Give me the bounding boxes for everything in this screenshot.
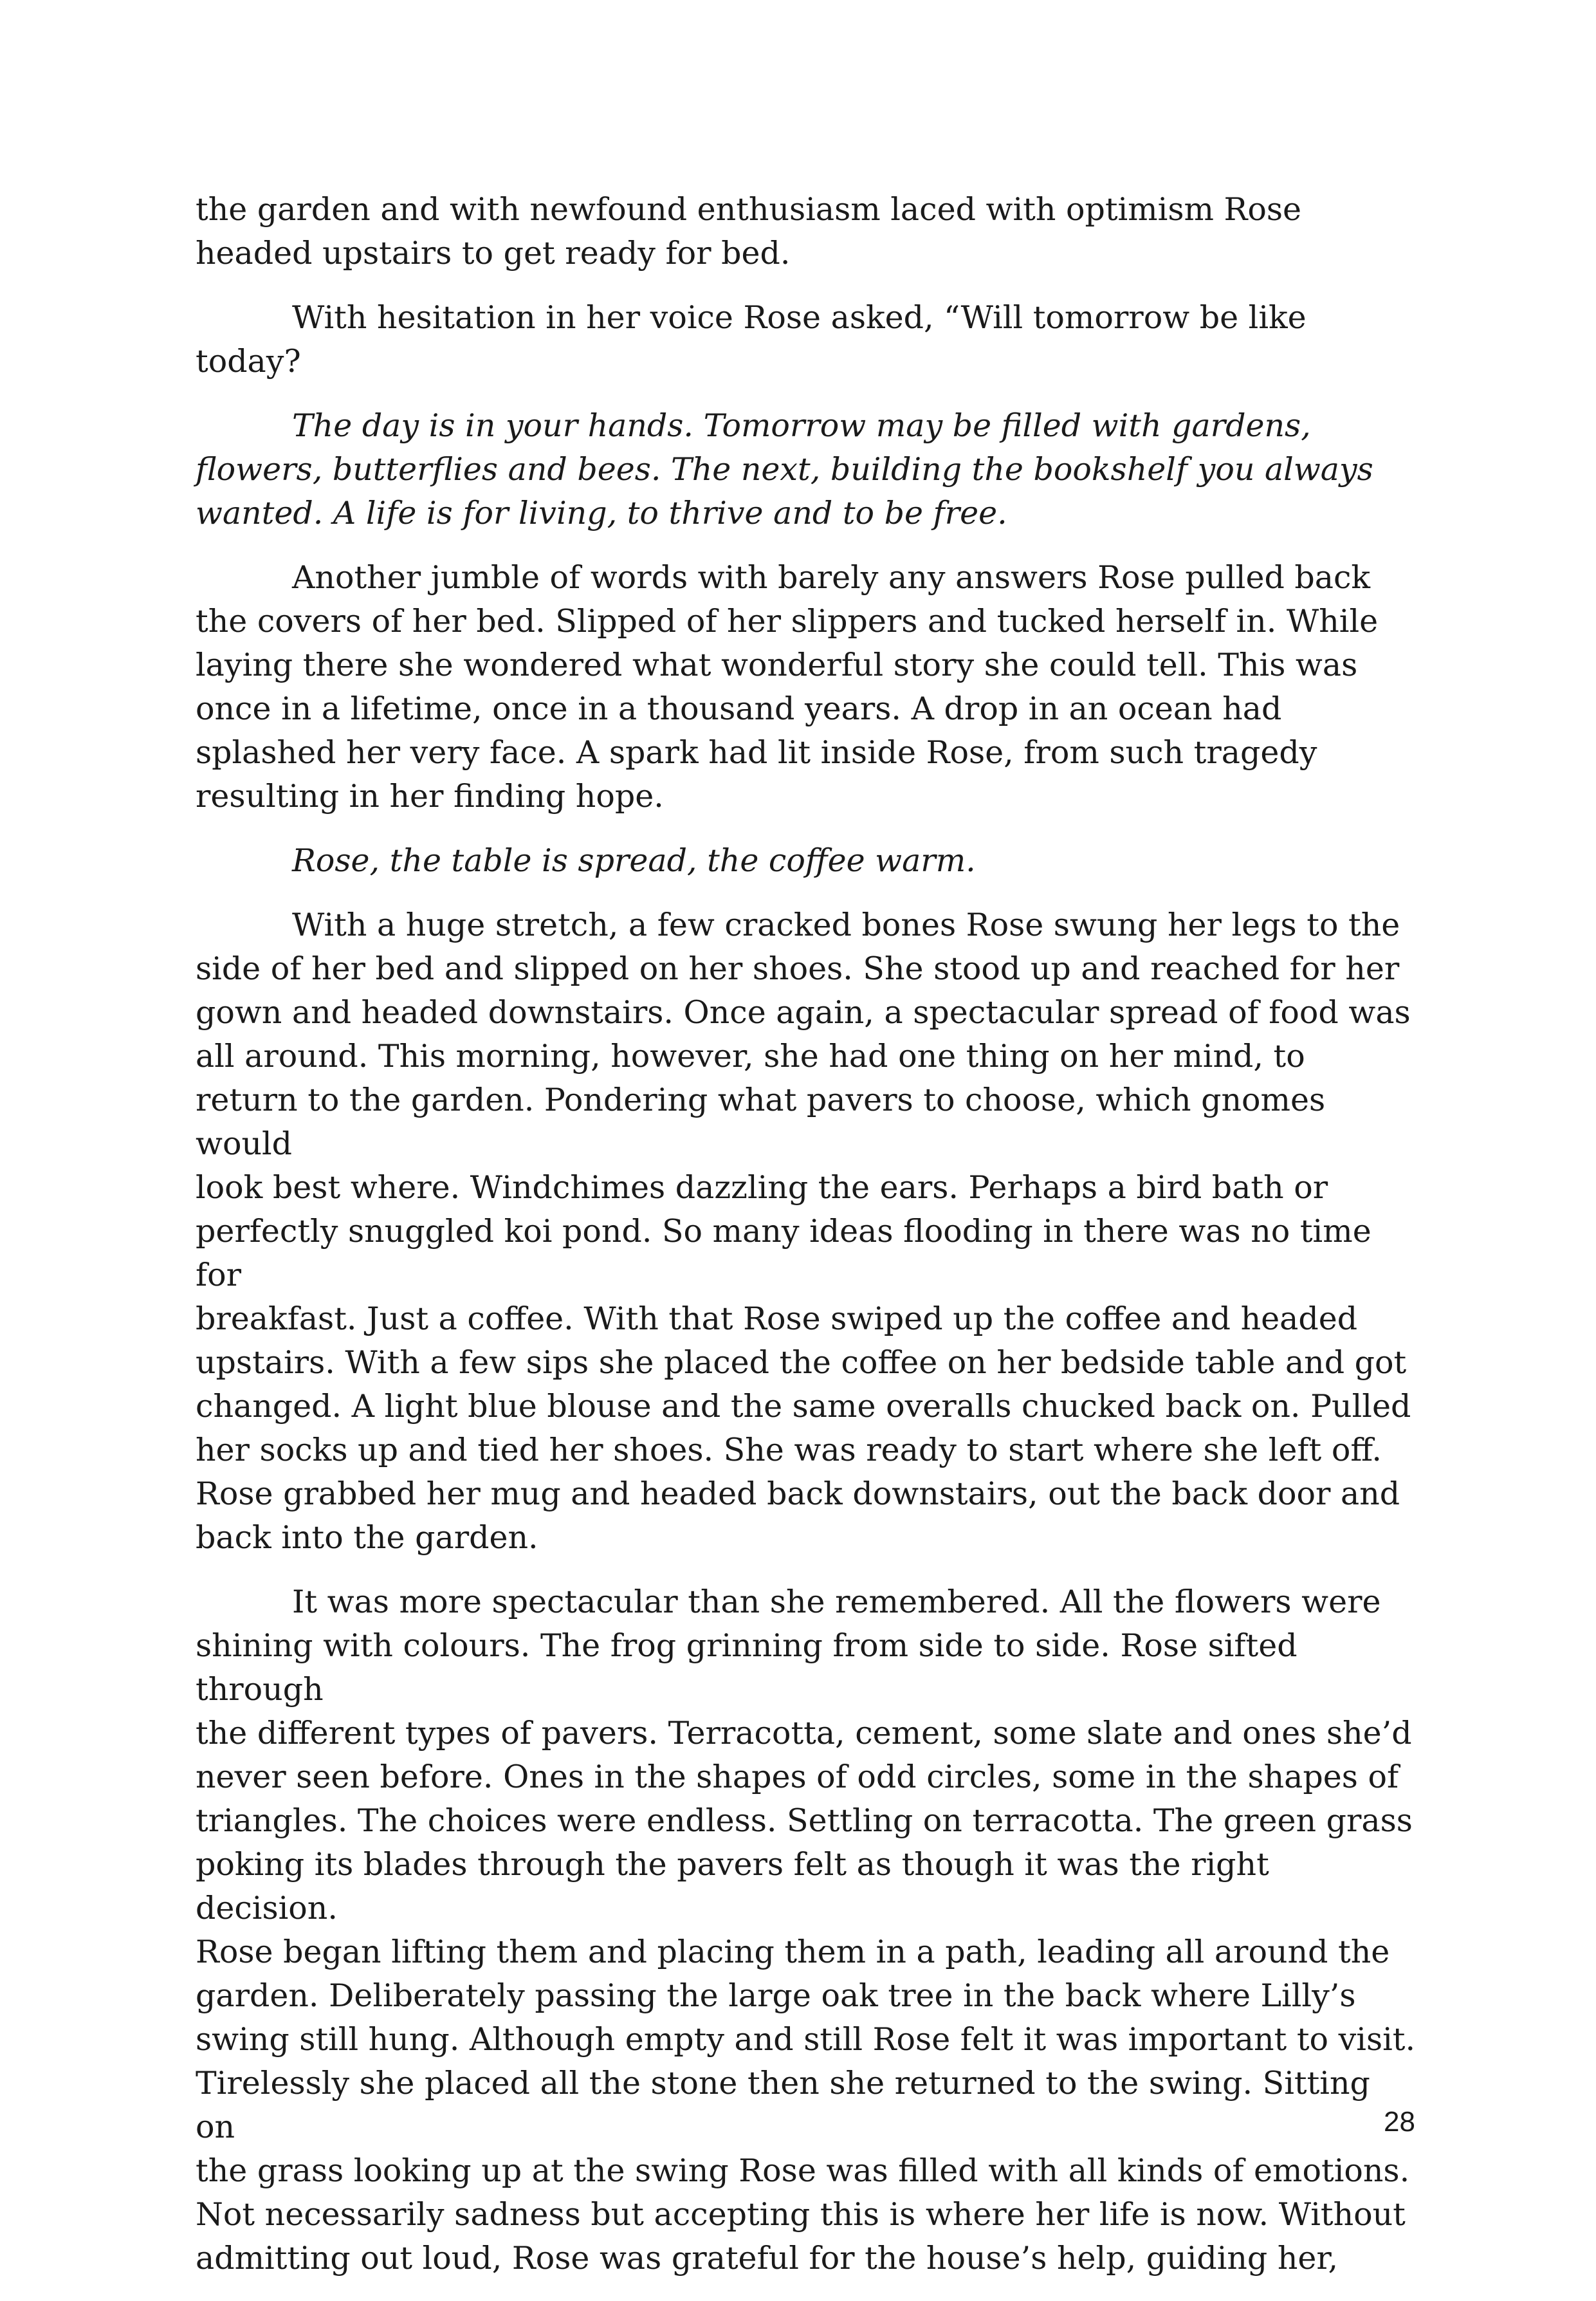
- paragraph-4: Another jumble of words with barely any answers Rose pulled back the covers of her bed. Slipped of her slippers and tucked herself in. While laying there she wondered what wonderful story she could tell. This was once in a lifetime, once in a thousand years. A drop in an ocean had splashed her very face. A spark had lit inside Rose, from such tragedy resulting in her finding hope.: [196, 559, 1379, 815]
- paragraph-6: With a huge stretch, a few cracked bones Rose swung her legs to the side of her bed and slipped on her shoes. She stood up and reached for her gown and headed downstairs. Once again, a spectacular spread of food was all around. This morning, however, she had one thing on her mind, to return to the garden. Pondering what pavers to choose, which gnomes would look best where. Windchimes dazzling the ears. Perhaps a bird bath or perfectly snuggled koi pond. So many ideas flooding in there was no time for breakfast. Just a coffee. With that Rose swiped up the coffee and headed upstairs. With a few sips she placed the coffee on her bedside table and got changed. A light blue blouse and the same overalls chucked back on. Pulled her socks up and tied her shoes. She was ready to start where she left off. Rose grabbed her mug and headed back downstairs, out the back door and back into the garden.: [196, 907, 1411, 1556]
- paragraph-2: With hesitation in her voice Rose asked, “Will tomorrow be like today?: [196, 299, 1317, 380]
- page-number: 28: [1384, 2106, 1415, 2138]
- paragraph-5-italic: Rose, the table is spread, the coffee warm.: [292, 842, 976, 879]
- body-text: [196, 188, 1418, 2301]
- paragraph-1: the garden and with newfound enthusiasm laced with optimism Rose headed upstairs to get ready for bed.: [196, 191, 1302, 272]
- paragraph-7: It was more spectacular than she remembered. All the flowers were shining with colours. The frog grinning from side to side. Rose sifted through the different types of pavers. Terracotta, cement, some slate and ones she’d never seen before. Ones in the shapes of odd circles, some in the shapes of triangles. The choices were endless. Settling on terracotta. The green grass poking its blades through the pavers felt as though it was the right decision. Rose began lifting them and placing them in a path, leading all around the garden. Deliberately passing the large oak tree in the back where Lilly’s swing still hung. Although empty and still Rose felt it was important to visit. Tirelessly she placed all the stone then she returned to the swing. Sitting on the grass looking up at the swing Rose was filled with all kinds of emotions. Not necessarily sadness but accepting this is where her life is now. Without admitting out loud, Rose was grateful for the house’s help, guiding her,: [196, 1584, 1416, 2277]
- paragraph-3-italic: The day is in your hands. Tomorrow may be filled with gardens, flowers, butterflies and bees. The next, building the bookshelf you always wanted. A life is for living, to thrive and to be free.: [196, 407, 1373, 531]
